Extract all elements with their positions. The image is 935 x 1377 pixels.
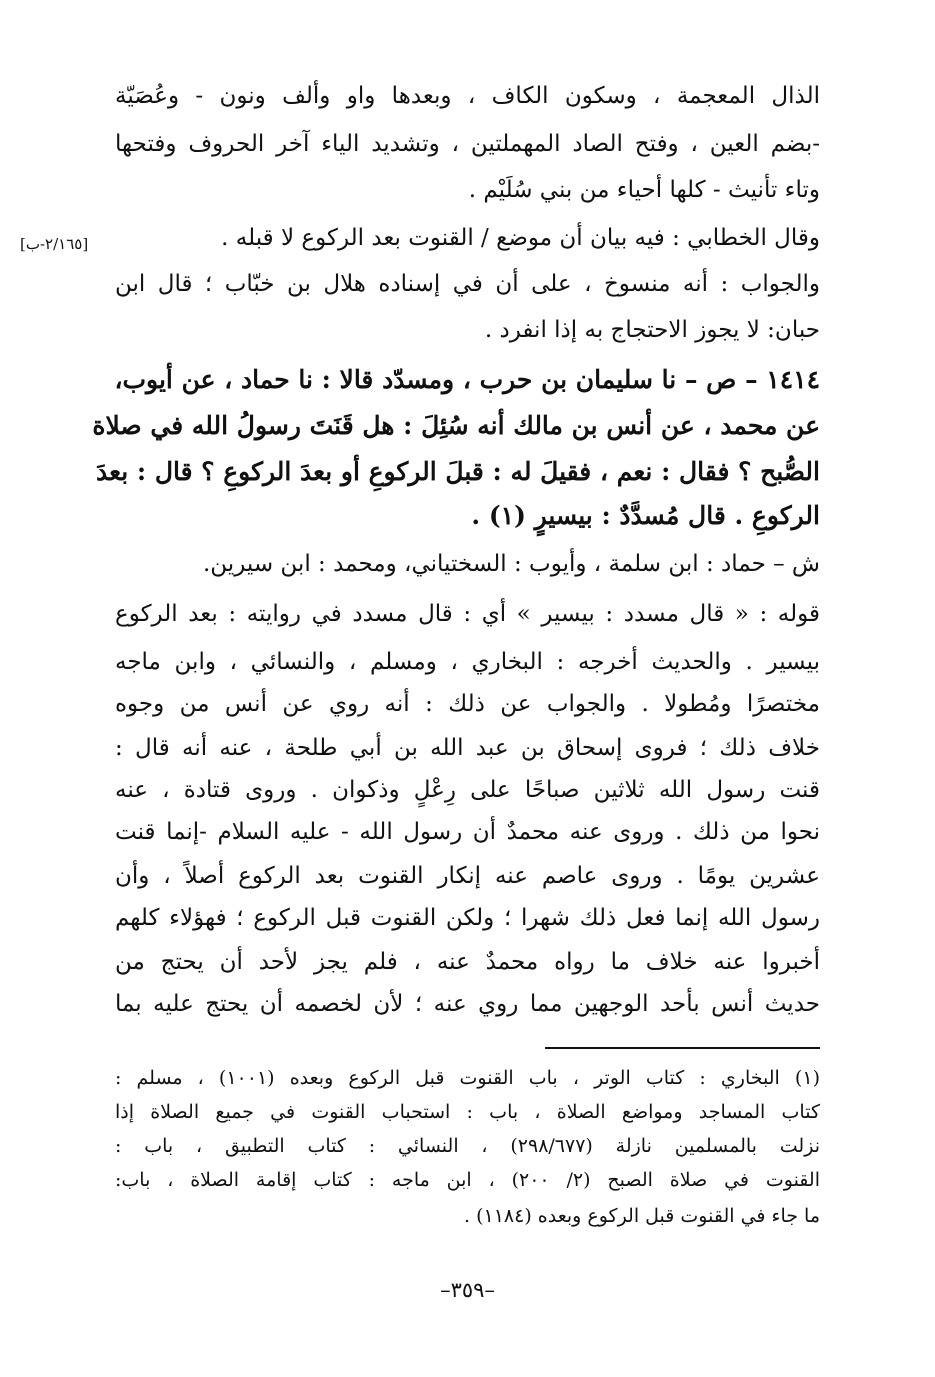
text-line: مختصرًا ومُطولا . والجواب عن ذلك : أنه روي عن أنس من وجوه — [115, 691, 820, 717]
text-line: وتاء تأنيث - كلها أحياء من بني سُلَيْم . — [468, 177, 820, 203]
text-line: قنت رسول الله ثلاثين صباحًا على رِعْلٍ وذكوان . وروى قتادة ، عنه — [115, 777, 820, 803]
text-line: أخبروا عنه خلاف ما رواه محمدٌ عنه ، فلم يجز لأحد أن يحتج من — [115, 949, 820, 975]
hadith-line: الركوعِ . قال مُسدَّدٌ : بيسيرٍ (١) . — [471, 501, 820, 530]
hadith-line: عن محمد ، عن أنس بن مالك أنه سُئِلَ : هل قَنَتَ رسولُ الله في صلاة — [92, 411, 820, 440]
text-line: حديث أنس بأحد الوجهين مما روي عنه ؛ لأن لخصمه أن يحتج عليه بما — [115, 991, 820, 1017]
text-line: -بضم العين ، وفتح الصاد المهملتين ، وتشديد الياء آخر الحروف وفتحها — [115, 131, 820, 157]
text-line: عشرين يومًا . وروى عاصم عنه إنكار القنوت بعد الركوع أصلاً ، وأن — [115, 863, 820, 889]
hadith-line: الصُّبح ؟ فقال : نعم ، فقيلَ له : قبلَ الركوعِ أو بعدَ الركوعِ ؟ قال : بعدَ — [96, 457, 820, 486]
text-line: الذال المعجمة ، وسكون الكاف ، وبعدها واو وألف ونون - وعُصَيّة — [115, 83, 820, 109]
text-line: حبان: لا يجوز الاحتجاج به إذا انفرد . — [484, 317, 820, 343]
text-line: قوله : « قال مسدد : بيسير » أي : قال مسدد في روايته : بعد الركوع — [115, 601, 820, 627]
text-line: بيسير . والحديث أخرجه : البخاري ، ومسلم ، والنسائي ، وابن ماجه — [115, 649, 820, 675]
text-line: وقال الخطابي : فيه بيان أن موضع / القنوت بعد الركوع لا قبله . — [221, 225, 820, 251]
margin-manuscript-note: [٢/١٦٥-ب] — [20, 235, 89, 253]
text-line: والجواب : أنه منسوخ ، على أن في إسناده هلال بن خبّاب ؛ قال ابن — [115, 271, 820, 297]
footnote-line: كتاب المساجد ومواضع الصلاة ، باب : استحباب القنوت في جميع الصلاة إذا — [115, 1101, 820, 1123]
footnote-line: نزلت بالمسلمين نازلة (٢٩٨/٦٧٧) ، النسائي : كتاب التطبيق ، باب : — [115, 1135, 820, 1157]
footnote-divider — [545, 1047, 820, 1049]
hadith-line: ١٤١٤ – ص – نا سليمان بن حرب ، ومسدّد قالا : نا حماد ، عن أيوب، — [114, 365, 820, 394]
page-number: –٣٥٩– — [440, 1278, 495, 1302]
footnote-line: ما جاء في القنوت قبل الركوع وبعده (١١٨٤) . — [464, 1205, 820, 1227]
footnote-line: القنوت في صلاة الصبح (٢/ ٢٠٠) ، ابن ماجه : كتاب إقامة الصلاة ، باب: — [115, 1169, 820, 1191]
footnote-line: (١) البخاري : كتاب الوتر ، باب القنوت قبل الركوع وبعده (١٠٠١) ، مسلم : — [115, 1067, 820, 1089]
text-line: رسول الله إنما فعل ذلك شهرا ؛ ولكن القنوت قبل الركوع ؛ فهؤلاء كلهم — [115, 905, 820, 931]
text-line: ش – حماد : ابن سلمة ، وأيوب : السختياني، ومحمد : ابن سيرين. — [202, 551, 820, 577]
text-line: نحوا من ذلك . وروى عنه محمدٌ أن رسول الله - عليه السلام -إنما قنت — [115, 819, 820, 845]
text-line: خلاف ذلك ؛ فروى إسحاق بن عبد الله بن أبي طلحة ، عنه أنه قال : — [115, 735, 820, 761]
